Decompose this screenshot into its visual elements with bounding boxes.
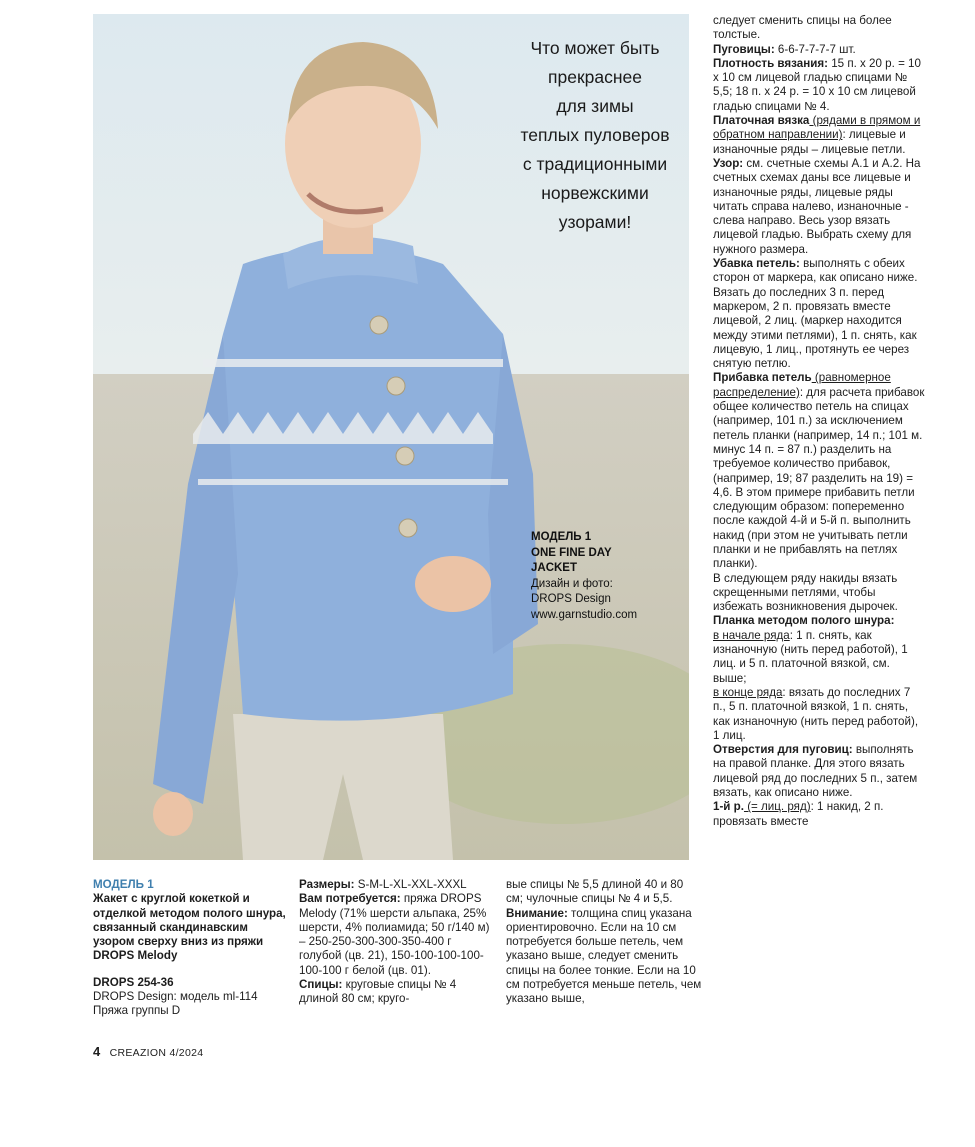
underlined-text: в начале ряда: [713, 628, 790, 642]
para-row1: [713, 800, 925, 829]
underlined-text: (= лиц. ряд): [743, 800, 811, 814]
text: следует сменить спицы на более толстые.: [713, 14, 892, 42]
materials: [299, 892, 492, 978]
underlined-text: (рядами в прямом и обратном направлении): [713, 114, 921, 142]
text: : лицевые и изнаночные ряды – лицевые петли.: [713, 128, 906, 156]
para-buttonholes: [713, 743, 925, 800]
label: Прибавка петель: [713, 371, 812, 385]
headline-line: теплых пуловеров: [520, 125, 670, 145]
credit-design-label: Дизайн и фото:: [531, 577, 613, 590]
text: Жакет с круглой кокеткой и отделкой методом полого шнура, связанный скандинавским узором сверху вниз из пряжи DROPS Melody: [93, 892, 286, 963]
text: : вязать до последних 7 п., 5 п. платочной вязкой, 1 п. снять, как изнаночную (нить перед работой), 1 лиц.: [713, 685, 919, 742]
label: Узор:: [713, 156, 744, 170]
para-band: [713, 614, 925, 628]
para-increase: [713, 371, 925, 571]
underlined-text: (равномерное распределение): [713, 371, 891, 399]
text: круговые спицы № 4 длиной 80 см; круго-: [299, 978, 457, 1006]
headline-line: норвежскими: [541, 183, 649, 203]
para-garter: [713, 114, 925, 157]
model-code: [93, 976, 288, 990]
para-pattern: [713, 157, 925, 257]
attention: [506, 907, 702, 1007]
underlined-text: в конце ряда: [713, 685, 783, 699]
text: : для расчета прибавок общее количество петель на спицах (например, 101 п.) за исключением петель планки (например, 14 п.; 101 м. минус 14 п. = 87 п.) разделить на требуемое количество прибавок, (например, 19; 87 разделить на 19) = 4,6. В этом примере прибавить петли следующим образом: попеременно после каждой 4-й и 5-й п. выполнить накид (при этом не учитывать петли планки и не прибавлять на петлях планки).: [713, 385, 925, 571]
instructions-column: [713, 14, 925, 829]
page-number: 4: [93, 1044, 101, 1059]
yarn-group: Пряжа группы D: [93, 1004, 181, 1018]
design-line: DROPS Design: модель ml-114: [93, 990, 258, 1004]
para: [713, 629, 925, 686]
materials-column: [299, 878, 492, 1007]
text: см. счетные схемы А.1 и А.2. На счетных схемах даны все лицевые и изнаночные ряды, лицевые ряды читать справа налево, изнаночные - слева направо. Весь узор вязать лицевой гладью. Выбрать схему для нужного размера.: [713, 156, 921, 256]
headline-line: Что может быть: [530, 38, 660, 58]
text: толщина спиц указана ориентировочно. Если на 10 см потребуется больше петель, чем указано выше, следует сменить спицы на более тонкие. Если на 10 см потребуется меньше петель, чем указано выше,: [506, 906, 702, 1006]
headline-line: прекраснее: [548, 67, 642, 87]
model-info-column: [93, 878, 288, 1019]
label: Платочная вязка: [713, 114, 810, 128]
notes-column: [506, 878, 702, 1007]
text: : 1 п. снять, как изнаночную (нить перед работой), 1 лиц. и 5 п. платочной вязкой, см. выше;: [713, 628, 908, 685]
credit-name: ONE FINE DAY: [531, 546, 612, 559]
needles: [299, 978, 492, 1007]
para-gauge: [713, 57, 925, 114]
spacer: [93, 964, 288, 976]
label: Размеры:: [299, 878, 355, 891]
page-footer: [93, 1044, 203, 1059]
label: Вам потребуется:: [299, 892, 401, 906]
text: DROPS 254-36: [93, 975, 174, 989]
text: выполнять с обеих сторон от маркера, как описано ниже.: [713, 257, 918, 285]
label: Спицы:: [299, 978, 343, 992]
credit-type: JACKET: [531, 562, 578, 574]
headline-line: узорами!: [558, 212, 632, 232]
para: [713, 286, 925, 372]
sizes: [299, 878, 492, 892]
text: В следующем ряду накиды вязать скрещенными петлями, чтобы избежать возникновения дырочек.: [713, 571, 898, 614]
headline-line: с традиционными: [522, 154, 668, 174]
para-buttons: [713, 43, 925, 57]
headline: [505, 34, 685, 237]
credit-designer: DROPS Design: [531, 593, 611, 605]
label: Плотность вязания:: [713, 56, 828, 70]
text: S-M-L-XL-XXL-XXXL: [354, 878, 467, 891]
para: [713, 686, 925, 743]
label: 1-й р.: [713, 800, 744, 814]
text: 15 п. х 20 р. = 10 х 10 см лицевой гладью спицами № 5,5; 18 п. х 24 р. = 10 х 10 см лицевой гладью спицами № 4.: [713, 56, 921, 113]
credit-model: МОДЕЛЬ 1: [531, 531, 592, 543]
headline-line: для зимы: [556, 96, 634, 116]
model-photo: [93, 14, 689, 860]
para: [713, 14, 925, 43]
needles-continued: вые спицы № 5,5 длиной 40 и 80 см; чулочные спицы № 4 и 5,5.: [506, 878, 684, 906]
text: 6-6-7-7-7-7 шт.: [774, 42, 856, 56]
text: : 1 накид, 2 п. провязать вместе: [713, 800, 884, 828]
model-label: МОДЕЛЬ 1: [93, 878, 154, 891]
text: выполнять на правой планке. Для этого вязать лицевой ряд до последних 5 п., затем вязать, как описано ниже.: [713, 743, 918, 800]
para-decrease: [713, 257, 925, 286]
label: Внимание:: [506, 906, 568, 920]
credit-website: www.garnstudio.com: [531, 608, 638, 621]
magazine-issue: CREAZION 4/2024: [109, 1047, 204, 1059]
label: Пуговицы:: [713, 42, 775, 56]
text: Вязать до последних 3 п. перед маркером, 2 п. провязать вместе лицевой, 2 лиц. (маркер находится между этими петлями), 1 п. снять, как лицевую, 1 лиц., протянуть ее через снятую петлю.: [713, 285, 917, 371]
label: Отверстия для пуговиц:: [713, 743, 853, 757]
photo-credit: [531, 530, 637, 623]
model-description: [93, 892, 288, 963]
para: [713, 572, 925, 615]
label: Планка методом полого шнура:: [713, 614, 895, 628]
text: пряжа DROPS Melody (71% шерсти альпака, 25% шерсти, 4% полиамида; 50 г/140 м) – 250-250-300-300-350-400 г голубой (цв. 21), 150-100-100-100-100-100 г белой (цв. 01).: [299, 892, 490, 977]
label: Убавка петель:: [713, 257, 800, 271]
